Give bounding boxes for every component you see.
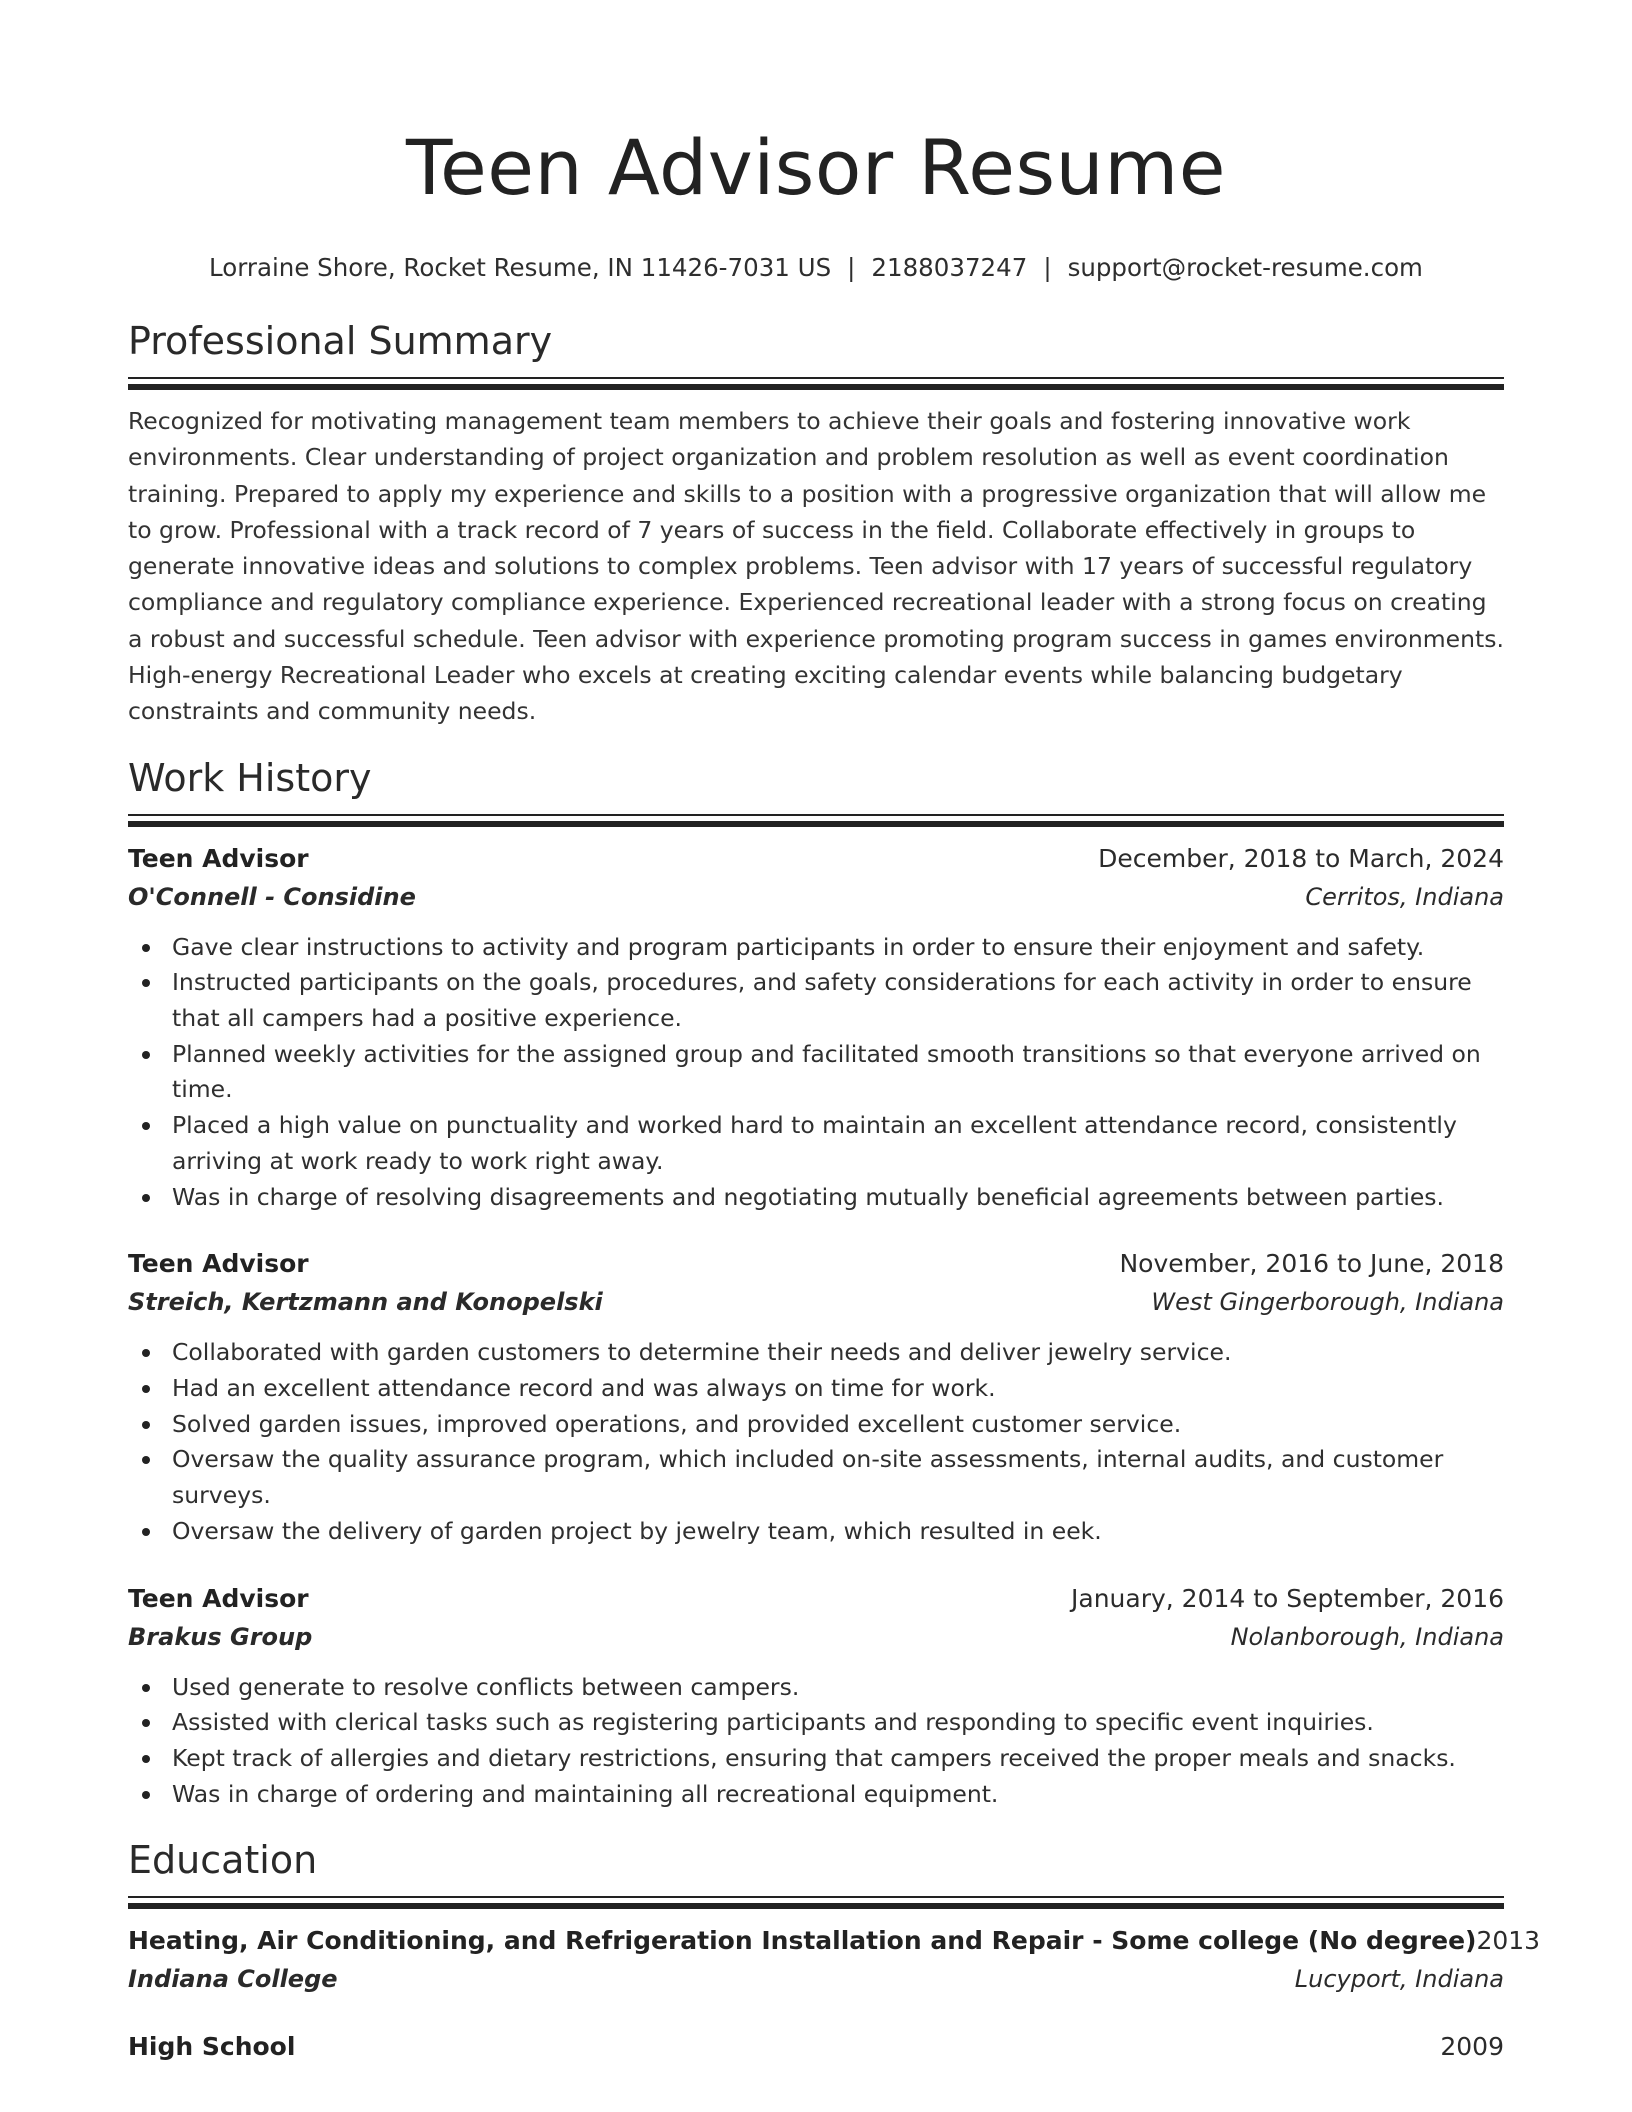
education-school: Indiana College xyxy=(128,1965,338,1994)
education-year: 2013 xyxy=(1476,1926,1541,1956)
job-company: Streich, Kertzmann and Konopelski xyxy=(128,1288,603,1317)
contact-phone: 2188037247 xyxy=(871,253,1028,282)
work-history-section xyxy=(128,754,1504,1813)
education-degree: High School xyxy=(128,2032,296,2062)
education-location: Lucyport, Indiana xyxy=(1294,1965,1504,1994)
education-degree: Heating, Air Conditioning, and Refrigeration Installation and Repair - Some college (No degree) xyxy=(128,1926,1477,1956)
contact-separator: | xyxy=(847,253,856,282)
job-bullets xyxy=(128,1670,1504,1813)
contact-address: Lorraine Shore, Rocket Resume, IN 11426-7031 US xyxy=(209,253,832,282)
list-item: Solved garden issues, improved operations, and provided excellent customer service. xyxy=(172,1407,1504,1443)
education-entry xyxy=(128,1922,1541,1998)
section-heading-education: Education xyxy=(128,1838,318,1883)
education-year: 2009 xyxy=(1440,2032,1504,2062)
contact-separator: | xyxy=(1043,253,1052,282)
contact-line xyxy=(128,251,1504,285)
section-rule xyxy=(128,814,1504,824)
job-location: Nolanborough, Indiana xyxy=(1230,1622,1504,1651)
job-title: Teen Advisor xyxy=(128,1249,309,1279)
list-item: Was in charge of resolving disagreements and negotiating mutually beneficial agreements between parties. xyxy=(172,1180,1504,1216)
contact-email: support@rocket-resume.com xyxy=(1067,253,1423,282)
job-dates: January, 2014 to September, 2016 xyxy=(1071,1583,1504,1613)
job-dates: November, 2016 to June, 2018 xyxy=(1119,1249,1504,1279)
list-item: Planned weekly activities for the assigned group and facilitated smooth transitions so that everyone arrived on time. xyxy=(172,1037,1504,1108)
list-item: Gave clear instructions to activity and program participants in order to ensure their enjoyment and safety. xyxy=(172,930,1504,966)
job-bullets xyxy=(128,1335,1504,1549)
job-company: O'Connell - Considine xyxy=(128,882,416,911)
section-heading-summary: Professional Summary xyxy=(128,319,553,363)
job-entry xyxy=(128,840,1504,1216)
job-dates: December, 2018 to March, 2024 xyxy=(1098,843,1504,873)
job-entry xyxy=(128,1245,1504,1549)
job-location: Cerritos, Indiana xyxy=(1305,882,1504,911)
resume-title: Teen Advisor Resume xyxy=(405,123,1227,212)
summary-section xyxy=(128,317,1504,730)
resume-page xyxy=(128,0,1541,2066)
job-title: Teen Advisor xyxy=(128,843,309,873)
education-entry xyxy=(128,2028,1504,2066)
job-bullets xyxy=(128,930,1504,1216)
job-entry xyxy=(128,1580,1504,1813)
list-item: Was in charge of ordering and maintaining all recreational equipment. xyxy=(172,1777,1504,1813)
job-company: Brakus Group xyxy=(128,1622,313,1651)
job-title: Teen Advisor xyxy=(128,1583,309,1613)
list-item: Collaborated with garden customers to determine their needs and deliver jewelry service. xyxy=(172,1335,1504,1371)
list-item: Instructed participants on the goals, procedures, and safety considerations for each activity in order to ensure that all campers had a positive experience. xyxy=(172,965,1504,1036)
list-item: Kept track of allergies and dietary restrictions, ensuring that campers received the proper meals and snacks. xyxy=(172,1741,1504,1777)
education-section xyxy=(128,1836,1541,2066)
list-item: Oversaw the delivery of garden project by jewelry team, which resulted in eek. xyxy=(172,1514,1504,1550)
section-rule xyxy=(128,1896,1504,1906)
list-item: Had an excellent attendance record and was always on time for work. xyxy=(172,1371,1504,1407)
section-heading-work-history: Work History xyxy=(128,755,372,800)
job-location: West Gingerborough, Indiana xyxy=(1151,1288,1504,1317)
list-item: Oversaw the quality assurance program, which included on-site assessments, internal audits, and customer surveys. xyxy=(172,1442,1504,1513)
section-rule xyxy=(128,377,1504,387)
list-item: Used generate to resolve conflicts between campers. xyxy=(172,1670,1504,1706)
list-item: Assisted with clerical tasks such as registering participants and responding to specific event inquiries. xyxy=(172,1705,1504,1741)
list-item: Placed a high value on punctuality and worked hard to maintain an excellent attendance record, consistently arriving at work ready to work right away. xyxy=(172,1108,1504,1179)
summary-text: Recognized for motivating management team members to achieve their goals and fostering innovative work environments. Clear understanding of project organization and problem resolution as well as event coordination training. Prepared to apply my experience and skills to a position with a progressive organization that will allow me to grow. Professional with a track record of 7 years of success in the field. Collaborate effectively in groups to generate innovative ideas and solutions to complex problems. Teen advisor with 17 years of successful regulatory compliance and regulatory compliance experience. Experienced recreational leader with a strong focus on creating a robust and successful schedule. Teen advisor with experience promoting program success in games environments. High-energy Recreational Leader who excels at creating exciting calendar events while balancing budgetary constraints and community needs. xyxy=(128,407,1504,726)
